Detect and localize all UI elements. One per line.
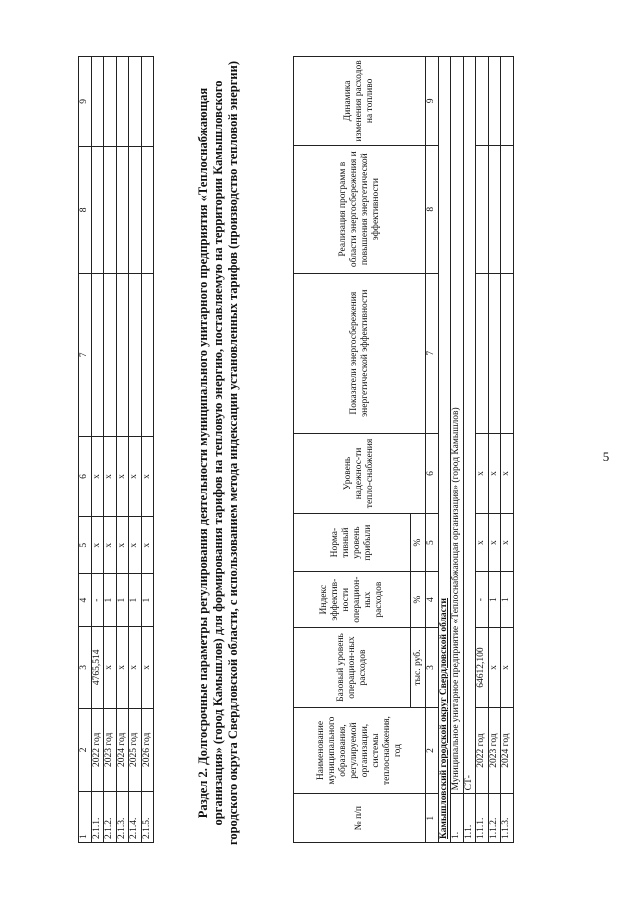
header-cell: 4 (79, 574, 92, 627)
table-cell: 2026 год (141, 708, 154, 792)
table-cell (488, 145, 501, 273)
table-cell: х (104, 627, 117, 708)
number-cell: 1 (426, 794, 439, 843)
table-cell: 2025 год (129, 708, 142, 792)
header-cell: 3 (79, 627, 92, 708)
table-cell: х (488, 514, 501, 572)
organization-name: Муниципальное унитарное предприятие «Теплоснабжающая организация» (город Камышлов) (451, 57, 464, 794)
region-cell (438, 57, 451, 843)
table-cell: х (116, 436, 129, 517)
header-cell: Индекс эффектив-ности операцион-ных расходов (294, 572, 411, 628)
table-cell (488, 57, 501, 146)
table-header-row (294, 57, 411, 843)
table-cell: 2.1.3. (116, 792, 129, 843)
table-cell: 1 (116, 574, 129, 627)
table-row (141, 57, 154, 843)
table-cell (501, 57, 514, 146)
number-cell: 6 (426, 433, 439, 514)
header-cell: Показатели энергосбережения энергетической эффективности (294, 273, 426, 433)
number-cell: 3 (426, 628, 439, 707)
table-cell: 1 (129, 574, 142, 627)
table-cell: 2024 год (501, 707, 514, 794)
table-cell (141, 273, 154, 436)
table-cell: 2024 год (116, 708, 129, 792)
table-cell: - (91, 574, 104, 627)
table-cell (104, 146, 117, 273)
region-name: Камышловский городской округ Свердловской области (438, 597, 449, 839)
continued-table (78, 56, 154, 843)
header-cell: 8 (79, 146, 92, 273)
table-cell: х (116, 517, 129, 574)
table-cell: 1.1.1. (476, 794, 489, 843)
number-cell: 9 (426, 57, 439, 146)
header-cell: 1 (79, 792, 92, 843)
table-cell: 2023 год (488, 707, 501, 794)
organization-number: 1. (451, 794, 464, 843)
number-cell: 4 (426, 572, 439, 628)
header-cell: Наименование муниципального образования, регулируемой организации, системы теплоснабжения, год (294, 707, 426, 794)
table-cell (488, 273, 501, 433)
table-cell: 4765,514 (91, 627, 104, 708)
system-name: СТ- (463, 57, 476, 794)
table-cell (104, 57, 117, 147)
table-row (104, 57, 117, 843)
region-row (438, 57, 451, 843)
table-cell: 1.1.2. (488, 794, 501, 843)
section-title: Раздел 2. Долгосрочные параметры регулирования деятельности муниципального унитарного предприятия «Теплоснабжающая организация» (город Камышлов) для формирования тарифов на тепловую энергию, поставляемую на территории Камышловского городского округа Свердловской области, с использованием метода индексации установленных тарифов (производство тепловой энергии) (196, 61, 240, 846)
table-cell: х (488, 628, 501, 707)
header-cell: 9 (79, 57, 92, 147)
table-cell (476, 145, 489, 273)
table-cell: 2.1.4. (129, 792, 142, 843)
table-cell: 1.1.3. (501, 794, 514, 843)
table-cell (116, 146, 129, 273)
table-cell (141, 57, 154, 147)
table-cell: х (476, 514, 489, 572)
header-cell: Динамика изменения расходов на топливо (294, 57, 426, 146)
table-cell (501, 273, 514, 433)
table-cell (91, 273, 104, 436)
header-cell: Норма-тивный уровень прибыли (294, 514, 411, 572)
table-cell: 2.1.1. (91, 792, 104, 843)
unit-cell: % (411, 514, 426, 572)
table-cell (129, 146, 142, 273)
table-cell (476, 57, 489, 146)
organization-row (451, 57, 464, 843)
table-cell (91, 57, 104, 147)
table-cell: х (488, 433, 501, 514)
table-cell: х (501, 433, 514, 514)
table-cell: - (476, 572, 489, 628)
table-cell: х (501, 514, 514, 572)
table-cell: 1 (488, 572, 501, 628)
table-cell: х (476, 433, 489, 514)
page-number: 5 (602, 448, 610, 464)
table-cell: х (501, 628, 514, 707)
table-cell (91, 146, 104, 273)
table-cell: 1 (104, 574, 117, 627)
parameters-table (293, 56, 514, 843)
header-cell: Реализация программ в области энергосбережения и повышения энергетической эффективности (294, 145, 426, 273)
table-cell: х (104, 436, 117, 517)
table-row (91, 57, 104, 843)
table-cell (129, 273, 142, 436)
table-cell: х (91, 517, 104, 574)
table-cell (104, 273, 117, 436)
table-row (116, 57, 129, 843)
table-row (501, 57, 514, 843)
table-cell: х (141, 627, 154, 708)
header-cell: Базовый уровень операцион-ных расходов (294, 628, 411, 707)
table-cell (476, 273, 489, 433)
table-cell: 2.1.5. (141, 792, 154, 843)
table-cell: х (141, 517, 154, 574)
table-cell (116, 57, 129, 147)
table-cell: х (129, 627, 142, 708)
table-cell (116, 273, 129, 436)
table-cell: 1 (501, 572, 514, 628)
table-cell: х (141, 436, 154, 517)
table-cell: 2022 год (91, 708, 104, 792)
table-cell (141, 146, 154, 273)
system-row (463, 57, 476, 843)
table-cell: 2023 год (104, 708, 117, 792)
table-row (129, 57, 142, 843)
header-cell: 5 (79, 517, 92, 574)
number-cell: 8 (426, 145, 439, 273)
table-cell: х (104, 517, 117, 574)
table-cell: 2.1.2. (104, 792, 117, 843)
number-cell: 7 (426, 273, 439, 433)
table-cell: х (91, 436, 104, 517)
unit-cell: % (411, 572, 426, 628)
table-cell: х (116, 627, 129, 708)
table-header-row (79, 57, 92, 843)
number-cell: 5 (426, 514, 439, 572)
table-row (476, 57, 489, 843)
table-cell: 1 (141, 574, 154, 627)
header-cell: 6 (79, 436, 92, 517)
table-cell: х (129, 436, 142, 517)
column-number-row (426, 57, 439, 843)
table-cell (501, 145, 514, 273)
header-cell: 2 (79, 708, 92, 792)
table-cell: 2022 год (476, 707, 489, 794)
header-cell: 7 (79, 273, 92, 436)
table-row (488, 57, 501, 843)
number-cell: 2 (426, 707, 439, 794)
table-cell: х (129, 517, 142, 574)
unit-cell: тыс. руб. (411, 628, 426, 707)
system-number: 1.1. (463, 794, 476, 843)
table-cell (129, 57, 142, 147)
table-cell: 64612,100 (476, 628, 489, 707)
header-cell: № п/п (294, 794, 426, 843)
header-cell: Уровень надежнос-ти тепло-снабжения (294, 433, 426, 514)
